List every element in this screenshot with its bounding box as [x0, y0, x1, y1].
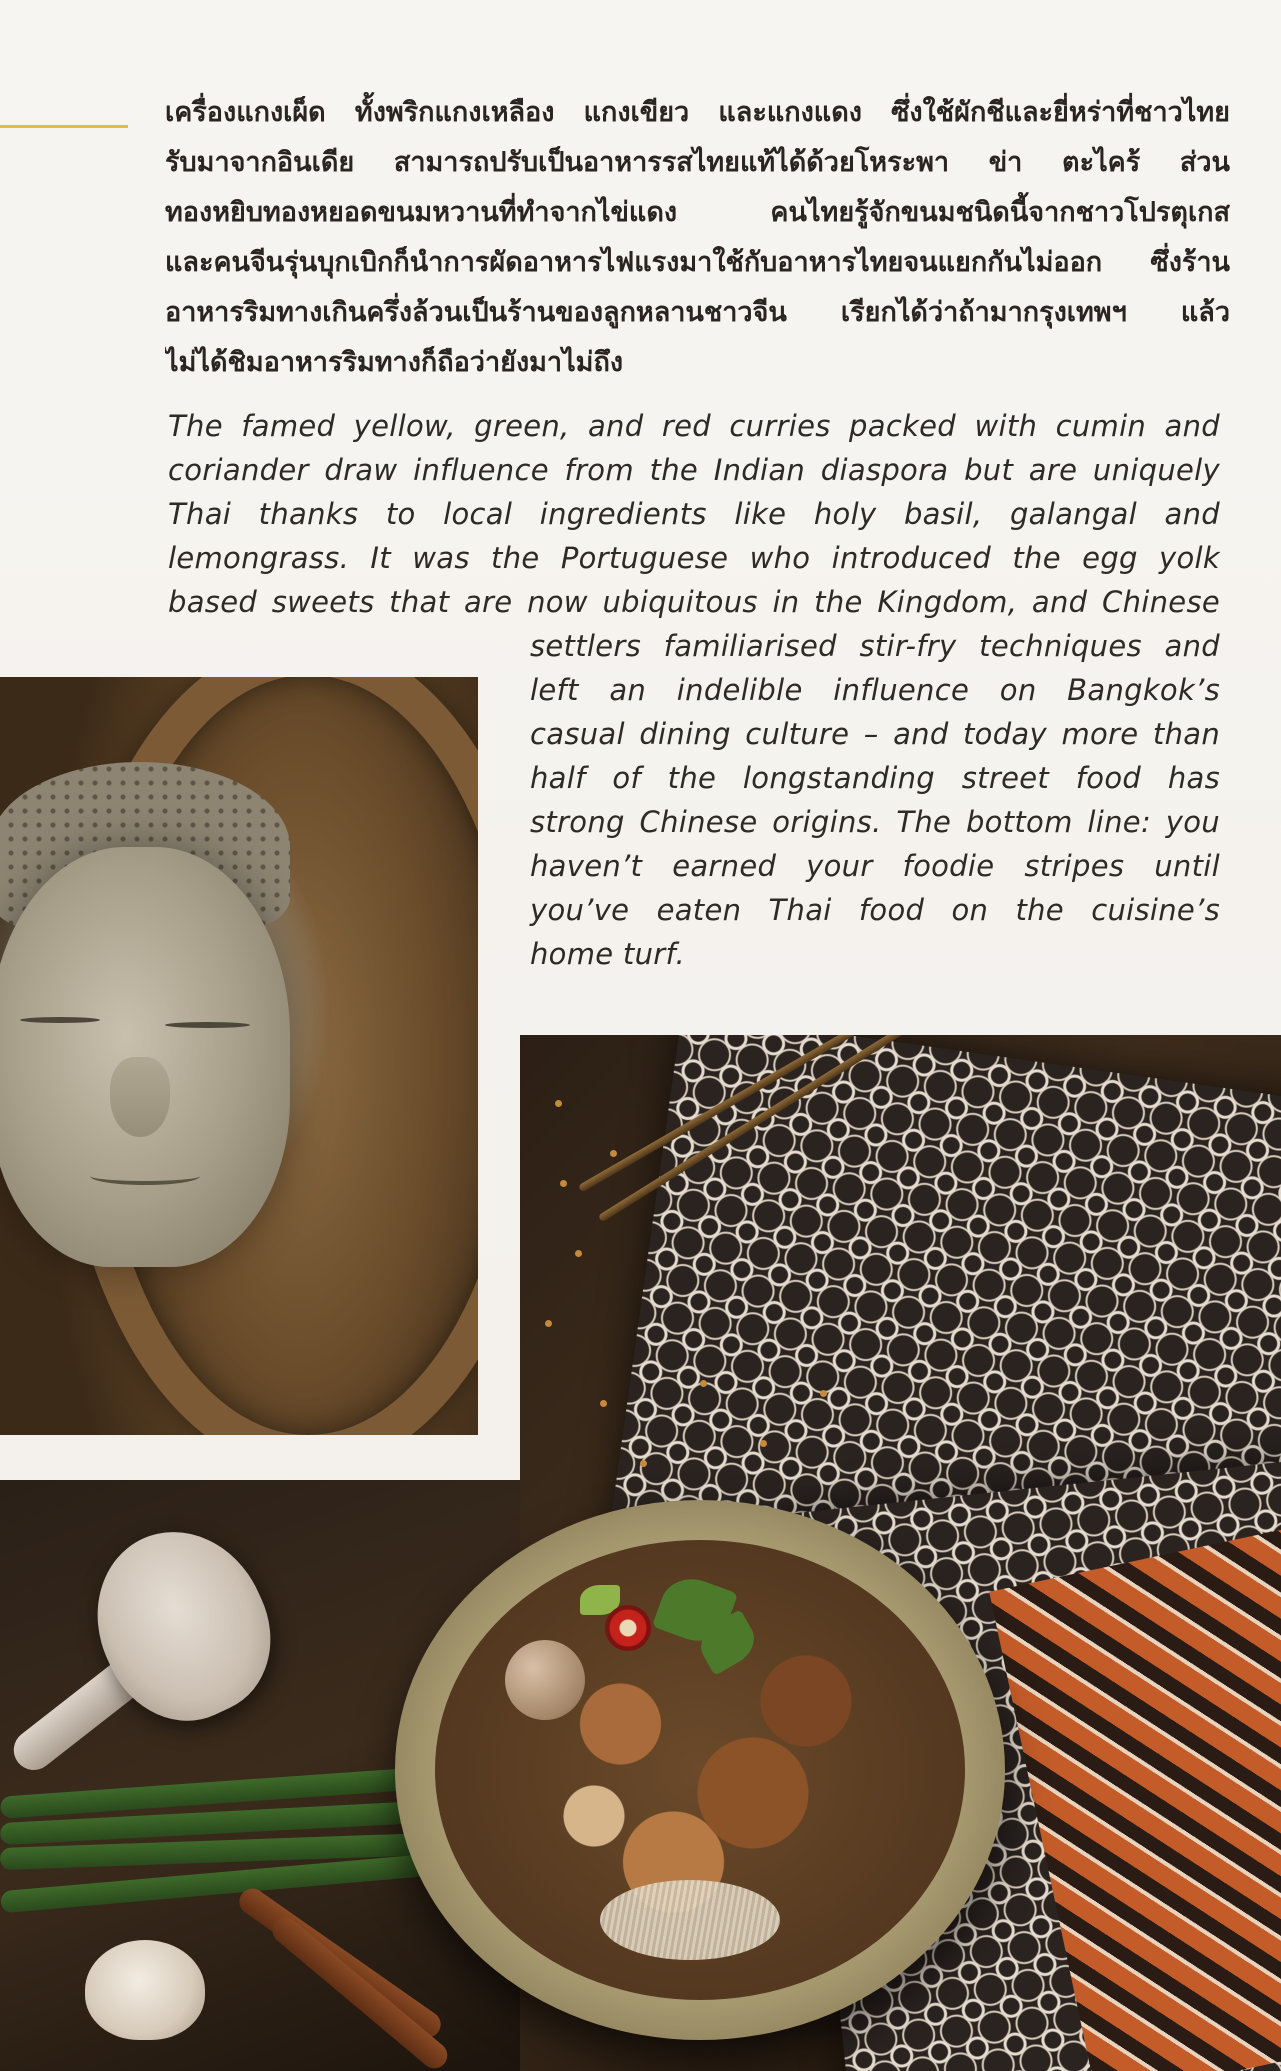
english-line: left an indelible influence on Bangkok’s	[530, 673, 1220, 707]
english-line: casual dining culture – and today more than	[530, 717, 1220, 751]
english-line: haven’t earned your foodie stripes until	[530, 849, 1220, 883]
english-paragraph-right	[530, 624, 1220, 976]
english-line: home turf.	[530, 937, 686, 971]
thai-paragraph	[165, 88, 1230, 388]
coriander-seed	[545, 1320, 552, 1327]
meatball	[505, 1640, 585, 1720]
coriander-seed	[555, 1100, 562, 1107]
accent-rule	[0, 125, 128, 128]
thai-line: อาหารริมทางเกินครึ่งล้วนเป็นร้านของลูกหลานชาวจีน เรียกได้ว่าถ้ามากรุงเทพฯ แล้ว	[165, 297, 1230, 328]
coriander-seed	[640, 1460, 647, 1467]
coriander-seed	[760, 1440, 767, 1447]
english-line: half of the longstanding street food has	[530, 761, 1220, 795]
coriander-seed	[610, 1150, 617, 1157]
thai-line: รับมาจากอินเดีย สามารถปรับเป็นอาหารรสไทยแท้ได้ด้วยโหระพา ข่า ตะไคร้ ส่วน	[165, 147, 1230, 178]
english-line: Thai thanks to local ingredients like holy basil, galangal and	[168, 497, 1220, 531]
english-line: settlers familiarised stir-fry techniques and	[530, 629, 1220, 663]
garlic-bulb	[85, 1940, 205, 2040]
english-line: coriander draw influence from the Indian diaspora but are uniquely	[168, 453, 1220, 487]
english-line: The famed yellow, green, and red curries packed with cumin and	[168, 409, 1220, 443]
coriander-seed	[700, 1380, 707, 1387]
thai-line: ไม่ได้ชิมอาหารริมทางก็ถือว่ายังมาไม่ถึง	[165, 347, 623, 378]
thai-line: และคนจีนรุ่นบุกเบิกก็นำการผัดอาหารไฟแรงมาใช้กับอาหารไทยจนแยกกันไม่ออก ซึ่งร้าน	[165, 247, 1230, 278]
coriander-seed	[820, 1390, 827, 1397]
english-line: you’ve eaten Thai food on the cuisine’s	[530, 893, 1220, 927]
english-line: strong Chinese origins. The bottom line: you	[530, 805, 1220, 839]
buddha-eye	[20, 1017, 100, 1023]
coriander-seed	[600, 1400, 607, 1407]
buddha-head-photo	[0, 677, 478, 1435]
coriander-seed	[560, 1180, 567, 1187]
chili-slice	[605, 1605, 651, 1651]
coriander-seed	[575, 1250, 582, 1257]
english-line: based sweets that are now ubiquitous in the Kingdom, and Chinese	[168, 585, 1220, 619]
english-line: lemongrass. It was the Portuguese who introduced the egg yolk	[168, 541, 1220, 575]
thai-line: ทองหยิบทองหยอดขนมหวานที่ทำจากไข่แดง คนไทยรู้จักขนมชนิดนี้จากชาวโปรตุเกส	[165, 197, 1230, 228]
buddha-eye	[165, 1022, 250, 1028]
rice-noodles	[600, 1880, 780, 1960]
english-paragraph-top	[168, 404, 1220, 624]
thai-line: เครื่องแกงเผ็ด ทั้งพริกแกงเหลือง แกงเขียว และแกงแดง ซึ่งใช้ผักชีและยี่หร่าที่ชาวไทย	[165, 97, 1230, 128]
buddha-nose	[110, 1057, 170, 1137]
buddha-mouth	[90, 1167, 200, 1185]
